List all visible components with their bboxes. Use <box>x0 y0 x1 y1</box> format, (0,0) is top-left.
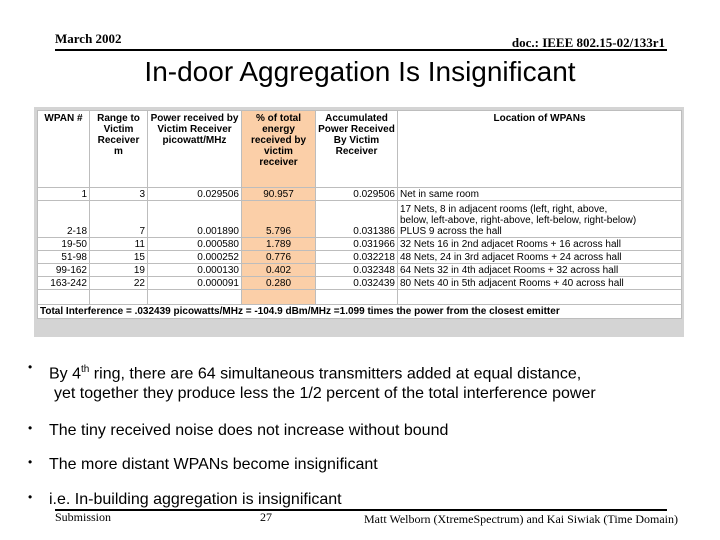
cell-power: 0.000130 <box>148 264 242 277</box>
bullet-icon: • <box>28 455 33 469</box>
cell-power: 0.001890 <box>148 201 242 238</box>
cell-power: 0.000580 <box>148 238 242 251</box>
cell-wpan: 163-242 <box>38 277 90 290</box>
table-row <box>38 188 682 201</box>
footer-submission: Submission <box>55 510 112 524</box>
location-line: 17 Nets, 8 in adjacent rooms (left, right, above, <box>400 204 608 215</box>
ordinal-suffix: th <box>81 364 90 375</box>
bullet-text <box>49 360 689 404</box>
cell-location: 48 Nets, 24 in 3rd adjacet Rooms + 24 across hall <box>398 251 682 264</box>
cell-accumulated: 0.029506 <box>316 188 398 201</box>
footer-authors: Matt Welborn (XtremeSpectrum) and Kai Siwiak (Time Domain) <box>364 512 678 526</box>
table-row <box>38 238 682 251</box>
cell-wpan: 1 <box>38 188 90 201</box>
cell-range: 11 <box>90 238 148 251</box>
cell-percent: 0.280 <box>242 277 316 290</box>
cell-accumulated: 0.031966 <box>316 238 398 251</box>
bullet-text-part: By 4 <box>49 365 82 383</box>
cell-range: 19 <box>90 264 148 277</box>
table-row <box>38 264 682 277</box>
bullet-text-part: ring, there are 64 simultaneous transmitters added at equal distance, <box>89 365 582 383</box>
cell-location <box>398 201 682 238</box>
cell-power: 0.029506 <box>148 188 242 201</box>
cell-accumulated: 0.031386 <box>316 201 398 238</box>
cell-accumulated: 0.032439 <box>316 277 398 290</box>
cell-wpan: 51-98 <box>38 251 90 264</box>
header-date: March 2002 <box>55 31 122 46</box>
bullet-text: i.e. In-building aggregation is insignificant <box>49 491 342 508</box>
cell-percent: 90.957 <box>242 188 316 201</box>
bullet-icon: • <box>28 421 33 435</box>
cell-range: 3 <box>90 188 148 201</box>
table-header-row <box>38 111 682 188</box>
cell-wpan: 2-18 <box>38 201 90 238</box>
cell-wpan: 19-50 <box>38 238 90 251</box>
location-line: below, left-above, right-above, left-below, right-below) <box>400 215 637 226</box>
bullet-text: The tiny received noise does not increase without bound <box>49 422 449 439</box>
cell-wpan: 99-162 <box>38 264 90 277</box>
col-header-wpan: WPAN # <box>38 111 90 188</box>
cell-percent: 0.402 <box>242 264 316 277</box>
bullet-text: The more distant WPANs become insignificant <box>49 456 378 473</box>
cell-power: 0.000252 <box>148 251 242 264</box>
interference-table-frame <box>34 107 684 337</box>
bullet-text-continuation: yet together they produce less the 1/2 percent of the total interference power <box>54 385 596 403</box>
cell-range: 22 <box>90 277 148 290</box>
cell-range: 15 <box>90 251 148 264</box>
cell-accumulated: 0.032218 <box>316 251 398 264</box>
col-header-location: Location of WPANs <box>398 111 682 188</box>
col-header-percent: % of total energy received by victim receiver <box>242 111 316 188</box>
col-header-range: Range to Victim Receiver m <box>90 111 148 188</box>
header-doc-id: doc.: IEEE 802.15-02/133r1 <box>511 35 665 50</box>
total-interference: Total Interference = .032439 picowatts/MHz = -104.9 dBm/MHz =1.099 times the power from the closest emitter <box>38 305 682 319</box>
cell-percent: 5.796 <box>242 201 316 238</box>
cell-location: 64 Nets 32 in 4th adjacet Rooms + 32 across hall <box>398 264 682 277</box>
cell-accumulated: 0.032348 <box>316 264 398 277</box>
location-line: PLUS 9 across the hall <box>400 226 502 237</box>
cell-percent: 0.776 <box>242 251 316 264</box>
cell-location: Net in same room <box>398 188 682 201</box>
cell-range: 7 <box>90 201 148 238</box>
table-total-row <box>38 305 682 319</box>
interference-table <box>37 110 682 319</box>
bullet-icon: • <box>28 490 33 504</box>
table-row <box>38 277 682 290</box>
col-header-power: Power received by Victim Receiver picowatt/MHz <box>148 111 242 188</box>
cell-percent: 1.789 <box>242 238 316 251</box>
table-spacer-row <box>38 290 682 305</box>
cell-location: 32 Nets 16 in 2nd adjacet Rooms + 16 across hall <box>398 238 682 251</box>
table-row <box>38 201 682 238</box>
col-header-accumulated: Accumulated Power Received By Victim Receiver <box>316 111 398 188</box>
cell-power: 0.000091 <box>148 277 242 290</box>
cell-location: 80 Nets 40 in 5th adjacent Rooms + 40 across hall <box>398 277 682 290</box>
table-row <box>38 251 682 264</box>
bullet-icon: • <box>28 360 33 374</box>
header-rule <box>55 49 667 51</box>
footer-page-number: 27 <box>260 510 272 524</box>
footer-rule <box>55 509 667 511</box>
slide-title: In-door Aggregation Is Insignificant <box>144 56 576 87</box>
